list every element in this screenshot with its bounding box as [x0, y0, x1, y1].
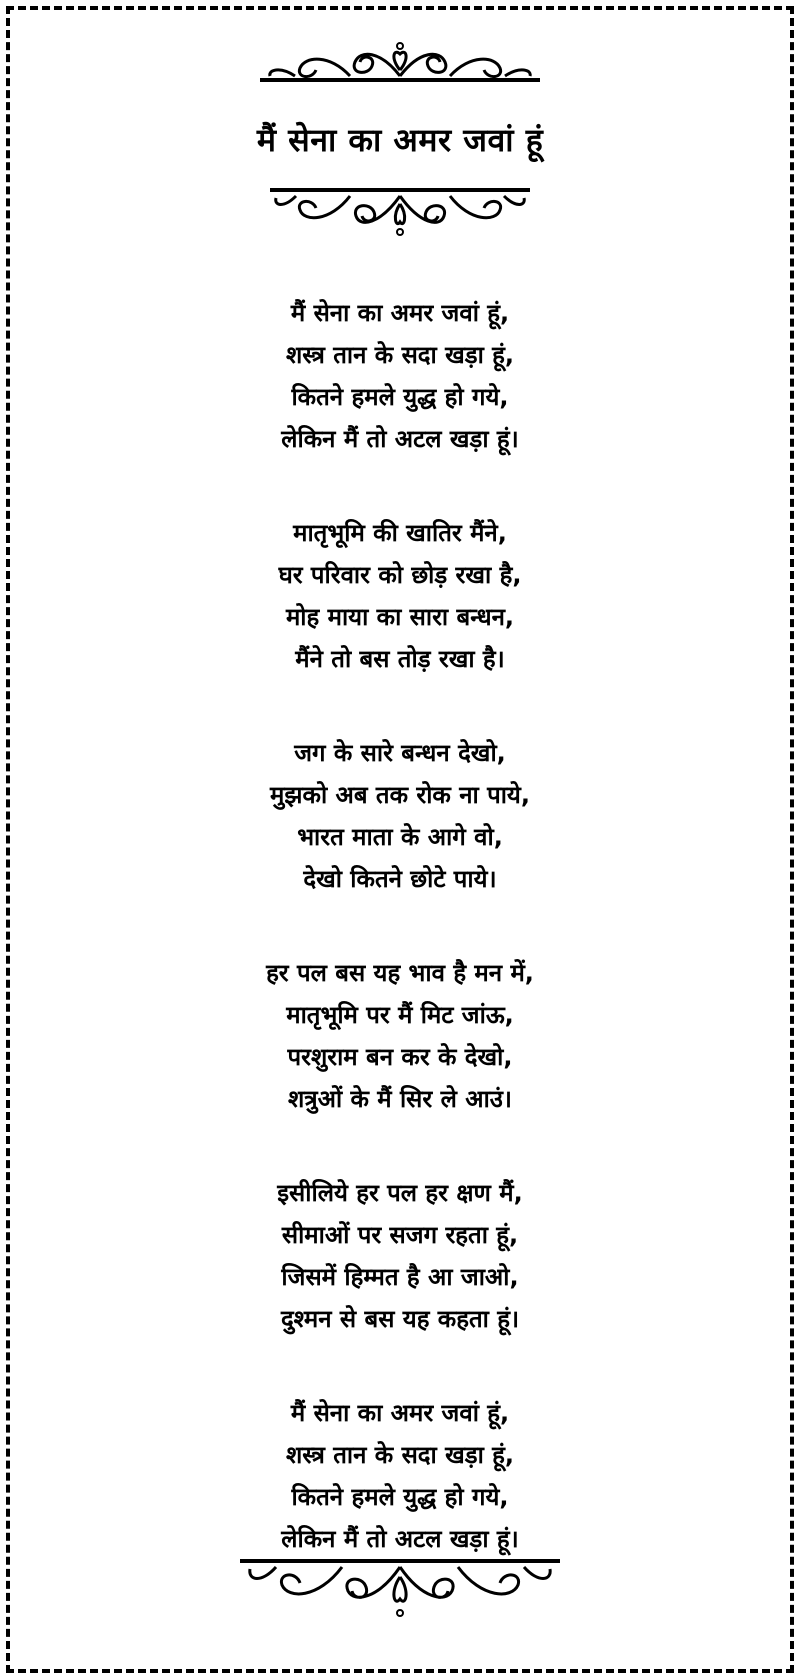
poem-line: देखो कितने छोटे पाये।	[303, 865, 497, 893]
poem-line: मुझको अब तक रोक ना पाये,	[270, 781, 530, 809]
stanza	[0, 512, 800, 680]
stanza	[0, 1172, 800, 1340]
poem-line: घर परिवार को छोड़ रखा है,	[278, 561, 522, 589]
poem-line: शत्रुओं के मैं सिर ले आउं।	[288, 1085, 512, 1113]
poem-line: कितने हमले युद्ध हो गये,	[291, 1483, 509, 1511]
stanza	[0, 1392, 800, 1560]
page-title: मैं सेना का अमर जवां हूं	[256, 121, 544, 159]
stanza	[0, 732, 800, 900]
poem-line: दुश्मन से बस यह कहता हूं।	[280, 1305, 520, 1333]
bottom-flourish-icon	[230, 1555, 570, 1619]
poem-line: भारत माता के आगे वो,	[297, 823, 503, 851]
stanza	[0, 292, 800, 460]
poem-line: हर पल बस यह भाव है मन में,	[266, 959, 534, 987]
poem-line: जिसमें हिम्मत है आ जाओ,	[281, 1263, 519, 1291]
poem-line: परशुराम बन कर के देखो,	[287, 1043, 513, 1071]
poem-line: लेकिन मैं तो अटल खड़ा हूं।	[281, 1525, 519, 1553]
poem-line: कितने हमले युद्ध हो गये,	[291, 383, 509, 411]
poem-line: मैं सेना का अमर जवां हूं,	[290, 299, 510, 327]
poem-line: सीमाओं पर सजग रहता हूं,	[281, 1221, 519, 1249]
poem-line: लेकिन मैं तो अटल खड़ा हूं।	[281, 425, 519, 453]
poem-line: मैंने तो बस तोड़ रखा है।	[295, 645, 505, 673]
poem-body	[0, 292, 800, 1612]
poem-line: शस्त्र तान के सदा खड़ा हूं,	[285, 1441, 515, 1469]
poem-line: शस्त्र तान के सदा खड़ा हूं,	[285, 341, 515, 369]
poem-line: मातृभूमि पर मैं मिट जांऊ,	[286, 1001, 514, 1029]
poem-line: इसीलिये हर पल हर क्षण मैं,	[277, 1179, 523, 1207]
stanza	[0, 952, 800, 1120]
poem-line: जग के सारे बन्धन देखो,	[294, 739, 506, 767]
title-flourish-icon	[260, 184, 540, 238]
top-flourish-icon	[250, 40, 550, 88]
poem-line: मोह माया का सारा बन्धन,	[285, 603, 515, 631]
poem-line: मातृभूमि की खातिर मैंने,	[293, 519, 507, 547]
poem-line: मैं सेना का अमर जवां हूं,	[290, 1399, 510, 1427]
